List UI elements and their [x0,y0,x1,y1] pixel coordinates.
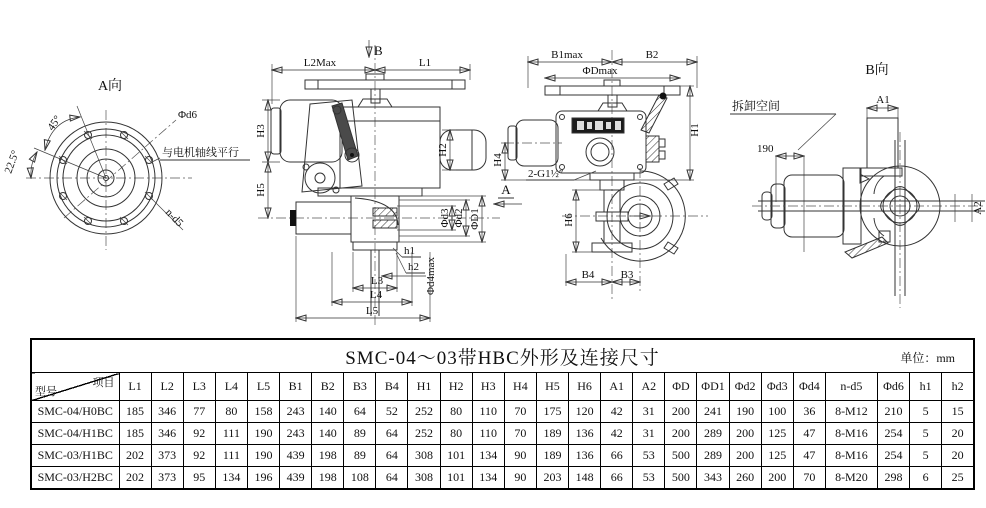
table-cell: 36 [793,401,825,423]
dim-label-phid2: Φd2 [453,208,465,228]
dim-label-h3: H3 [255,124,267,138]
table-cell: 175 [536,401,568,423]
dim-label-l5: L5 [365,305,379,317]
dim-label-l2max: L2Max [303,57,337,69]
dim-label-h5: H5 [255,183,267,197]
table-cell: 500 [665,445,697,467]
dim-label-h1-small: h1 [404,245,415,257]
column-header-A2: A2 [633,373,665,401]
table-title: SMC-04～03带HBC外形及连接尺寸 [345,347,660,369]
table-cell: 80 [440,423,472,445]
column-header-H5: H5 [536,373,568,401]
table-cell: 42 [601,401,633,423]
table-title-row [31,339,974,373]
table-cell: 439 [280,467,312,490]
table-cell: 108 [344,467,376,490]
table-cell: 200 [761,467,793,490]
dimension-table [30,338,975,490]
table-cell: 77 [183,401,215,423]
table-cell: 243 [280,423,312,445]
table-cell: 70 [504,423,536,445]
table-row [31,401,974,423]
table-cell: 254 [877,423,909,445]
table-cell: 95 [183,467,215,490]
section-arrow-b: B [374,43,383,58]
table-cell: 111 [215,445,247,467]
dim-label-phid6: Φd6 [178,109,198,121]
dim-label-h2: H2 [437,143,449,157]
table-cell: 439 [280,445,312,467]
table-cell: 52 [376,401,408,423]
table-cell: 189 [536,445,568,467]
dim-label-h2-small: h2 [408,261,419,273]
column-header-n-d5: n-d5 [825,373,877,401]
table-cell: 100 [761,401,793,423]
column-header-L3: L3 [183,373,215,401]
model-cell: SMC-04/H0BC [31,401,119,423]
table-cell: 89 [344,445,376,467]
table-cell: 90 [504,445,536,467]
table-cell: 189 [536,423,568,445]
dim-label-h6: H6 [563,213,575,227]
column-header-h2: h2 [942,373,974,401]
table-cell: 101 [440,445,472,467]
table-cell: 140 [312,423,344,445]
dim-label-phid4max: Φd4max [425,257,437,295]
table-cell: 70 [793,467,825,490]
view-b-title: B向 [865,63,889,78]
table-row [31,445,974,467]
corner-label-model: 型号 [35,386,57,398]
model-cell: SMC-04/H1BC [31,423,119,445]
table-cell: 308 [408,467,440,490]
table-cell: 158 [247,401,279,423]
table-cell: 198 [312,467,344,490]
table-cell: 20 [942,423,974,445]
table-cell: 289 [697,445,729,467]
view-b-handwheel [730,62,986,308]
column-header-L1: L1 [119,373,151,401]
corner-label-item: 项目 [92,377,115,389]
dimension-table-wrap [30,338,975,490]
table-cell: 346 [151,401,183,423]
dim-label-h4: H4 [492,153,504,167]
note-parallel-to-motor-axis: 与电机轴线平行 [162,147,239,159]
dim-label-nd5: n-d5 [162,206,186,230]
table-cell: 298 [877,467,909,490]
view-a-title: A向 [97,79,123,94]
table-cell: 346 [151,423,183,445]
table-cell: 64 [376,423,408,445]
dim-label-conduit: 2-G1½″ [528,168,564,180]
table-cell: 373 [151,467,183,490]
dim-label-b2: B2 [645,49,659,61]
column-header-Φd4: Φd4 [793,373,825,401]
view-front-main [255,40,522,325]
table-cell: 289 [697,423,729,445]
table-cell: 111 [215,423,247,445]
dim-label-l1: L1 [418,57,432,69]
table-cell: 80 [440,401,472,423]
table-cell: 47 [793,445,825,467]
table-cell: 110 [472,423,504,445]
table-cell: 8-M20 [825,467,877,490]
table-cell: 260 [729,467,761,490]
table-cell: 5 [910,445,942,467]
dim-label-a1: A1 [876,94,890,106]
column-header-h1: h1 [910,373,942,401]
column-header-A1: A1 [601,373,633,401]
column-header-L2: L2 [151,373,183,401]
column-header-ΦD: ΦD [665,373,697,401]
table-cell: 8-M16 [825,423,877,445]
table-cell: 25 [942,467,974,490]
column-header-B3: B3 [344,373,376,401]
dim-label-phidmax: ΦDmax [582,65,618,77]
table-cell: 252 [408,423,440,445]
table-cell: 243 [280,401,312,423]
table-cell: 89 [344,423,376,445]
table-cell: 125 [761,445,793,467]
table-cell: 134 [472,445,504,467]
dim-label-b4: B4 [581,269,595,281]
note-disassembly-space: 拆卸空间 [732,99,781,113]
table-cell: 343 [697,467,729,490]
table-cell: 31 [633,423,665,445]
table-cell: 53 [633,445,665,467]
table-cell: 203 [536,467,568,490]
table-cell: 6 [910,467,942,490]
dim-label-l3: L3 [370,275,384,287]
dim-label-l4: L4 [369,289,383,301]
table-cell: 148 [569,467,601,490]
table-cell: 64 [376,445,408,467]
table-cell: 8-M12 [825,401,877,423]
column-header-H1: H1 [408,373,440,401]
table-cell: 210 [877,401,909,423]
column-header-H4: H4 [504,373,536,401]
dim-label-45deg: 45° [45,113,64,134]
column-header-H3: H3 [472,373,504,401]
column-header-ΦD1: ΦD1 [697,373,729,401]
table-cell: 101 [440,467,472,490]
table-cell: 66 [601,445,633,467]
table-cell: 70 [504,401,536,423]
table-header-row [31,373,974,401]
table-cell: 92 [183,423,215,445]
table-cell: 198 [312,445,344,467]
dim-label-190: 190 [757,143,774,155]
table-cell: 196 [247,467,279,490]
table-row [31,467,974,490]
dim-label-b3: B3 [620,269,634,281]
dim-label-a2: A2 [972,201,984,215]
column-header-B2: B2 [312,373,344,401]
table-cell: 134 [472,467,504,490]
dim-label-h1: H1 [689,123,701,137]
table-cell: 125 [761,423,793,445]
table-cell: 80 [215,401,247,423]
table-cell: 202 [119,467,151,490]
table-cell: 200 [665,423,697,445]
column-header-Φd6: Φd6 [877,373,909,401]
model-cell: SMC-03/H2BC [31,467,119,490]
table-row [31,423,974,445]
table-cell: 200 [729,423,761,445]
column-header-H6: H6 [569,373,601,401]
table-cell: 15 [942,401,974,423]
table-cell: 120 [569,401,601,423]
dim-label-phid3: Φd3 [439,208,451,228]
table-cell: 20 [942,445,974,467]
table-title-cell [31,339,974,373]
table-cell: 90 [504,467,536,490]
table-cell: 136 [569,445,601,467]
view-side [492,49,708,300]
table-cell: 200 [665,401,697,423]
table-cell: 64 [344,401,376,423]
table-cell: 308 [408,445,440,467]
corner-cell [31,373,119,401]
column-header-B1: B1 [280,373,312,401]
table-cell: 136 [569,423,601,445]
view-a-flange [2,78,250,250]
dim-label-phiD1: ΦD1 [469,208,481,230]
table-cell: 64 [376,467,408,490]
table-cell: 5 [910,423,942,445]
table-cell: 373 [151,445,183,467]
table-cell: 252 [408,401,440,423]
table-unit-label: 单位：mm [900,351,955,365]
table-cell: 53 [633,467,665,490]
table-cell: 185 [119,401,151,423]
table-cell: 134 [215,467,247,490]
table-cell: 140 [312,401,344,423]
table-cell: 42 [601,423,633,445]
table-cell: 31 [633,401,665,423]
table-cell: 190 [247,445,279,467]
column-header-H2: H2 [440,373,472,401]
table-cell: 92 [183,445,215,467]
dim-label-b1max: B1max [551,49,583,61]
table-cell: 66 [601,467,633,490]
table-cell: 202 [119,445,151,467]
table-cell: 5 [910,401,942,423]
table-cell: 500 [665,467,697,490]
table-cell: 190 [247,423,279,445]
dim-label-225deg: 22.5° [2,148,22,176]
table-cell: 200 [729,445,761,467]
column-header-L5: L5 [247,373,279,401]
column-header-Φd3: Φd3 [761,373,793,401]
table-cell: 185 [119,423,151,445]
section-arrow-a: A [501,182,511,197]
column-header-B4: B4 [376,373,408,401]
column-header-L4: L4 [215,373,247,401]
table-cell: 241 [697,401,729,423]
table-cell: 254 [877,445,909,467]
column-header-Φd2: Φd2 [729,373,761,401]
model-cell: SMC-03/H1BC [31,445,119,467]
table-cell: 47 [793,423,825,445]
table-cell: 8-M16 [825,445,877,467]
table-cell: 110 [472,401,504,423]
table-cell: 190 [729,401,761,423]
